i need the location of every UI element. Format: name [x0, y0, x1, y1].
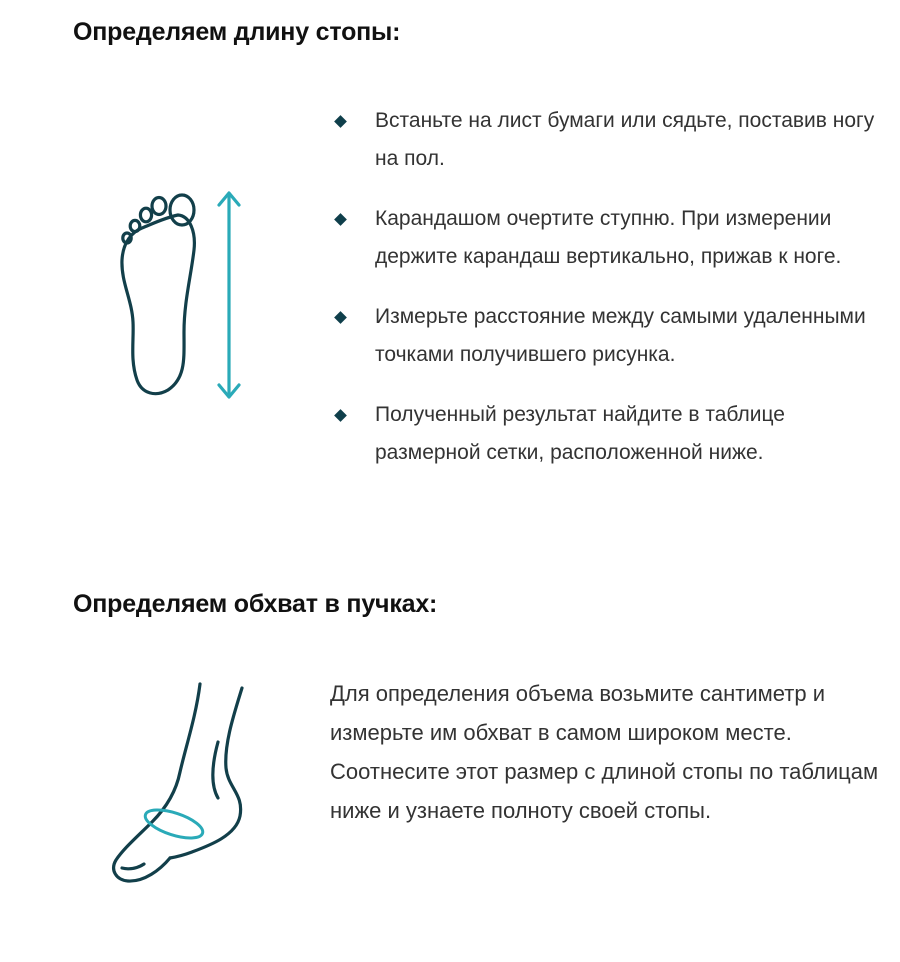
- list-item: [332, 298, 892, 374]
- diamond-bullet-icon: [334, 409, 347, 422]
- list-item: [332, 102, 892, 178]
- section-title-foot-girth: Определяем обхват в пучках:: [73, 590, 438, 618]
- diamond-bullet-icon: [334, 311, 347, 324]
- list-item: [332, 396, 892, 472]
- foot-sole-icon: [122, 195, 194, 394]
- step-text: Полученный результат найдите в таблице размерной сетки, расположенной ниже.: [375, 403, 785, 464]
- diamond-bullet-icon: [334, 115, 347, 128]
- leg-girth-icon: [114, 684, 242, 881]
- girth-instructions: Для определения объема возьмите сантиметр и измерьте им обхват в самом широком месте. Соотнесите этот размер с длиной стопы по таблицам ниже и узнаете полноту своей стопы.: [330, 681, 879, 823]
- step-text: Измерьте расстояние между самыми удаленными точками получившего рисунка.: [375, 305, 866, 366]
- length-steps-list: [332, 102, 892, 494]
- leg-girth-illustration: [100, 680, 260, 895]
- list-item: [332, 200, 892, 276]
- step-text: Карандашом очертите ступню. При измерении держите карандаш вертикально, прижав к ноге.: [375, 207, 842, 268]
- diamond-bullet-icon: [334, 213, 347, 226]
- length-arrow-icon: [219, 193, 239, 397]
- foot-length-illustration: [108, 182, 248, 410]
- step-text: Встаньте на лист бумаги или сядьте, поставив ногу на пол.: [375, 109, 875, 170]
- section-title-foot-length: Определяем длину стопы:: [73, 18, 401, 46]
- measuring-tape-loop-icon: [142, 804, 206, 843]
